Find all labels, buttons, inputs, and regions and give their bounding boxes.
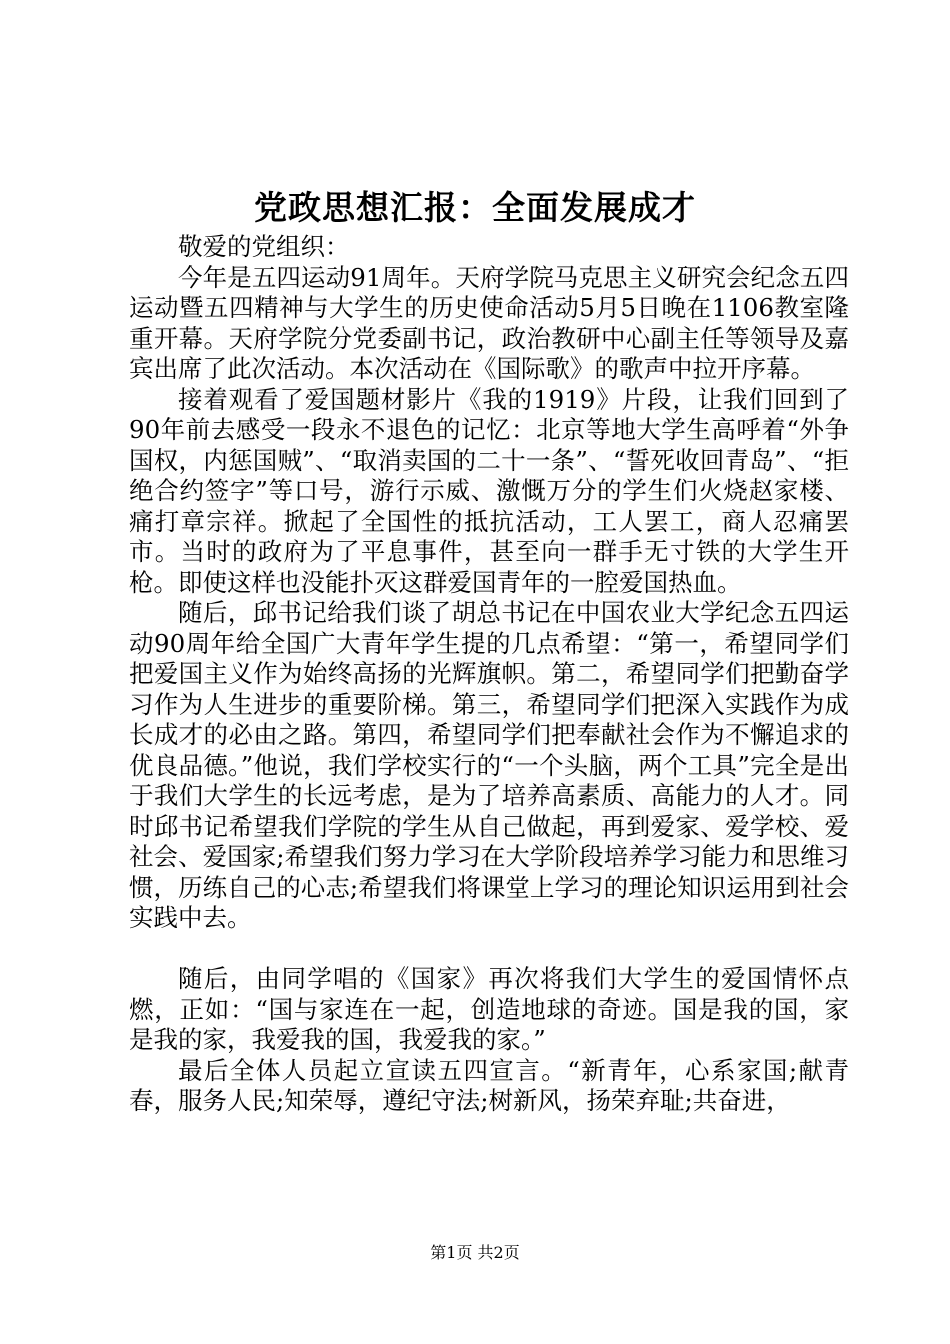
- page-footer: 第1页 共2页: [430, 1243, 520, 1262]
- document-body: [129, 232, 849, 1117]
- salutation: 敬爱的党组织：: [178, 232, 350, 261]
- document-title: 党政思想汇报：全面发展成才: [254, 188, 696, 227]
- paragraph: 今年是五四运动91周年。天府学院马克思主义研究会纪念五四运动暨五四精神与大学生的历史使命活动5月5日晚在1106教室隆重开幕。天府学院分党委副书记，政治教研中心副主任等领导及嘉宾出席了此次活动。本次活动在《国际歌》的歌声中拉开序幕。: [129, 262, 849, 383]
- paragraph: 接着观看了爱国题材影片《我的1919》片段，让我们回到了90年前去感受一段永不退色的记忆：北京等地大学生高呼着“外争国权，内惩国贼”、“取消卖国的二十一条”、“誓死收回青岛”、“拒绝合约签字”等口号，游行示威、激慨万分的学生们火烧赵家楼、痛打章宗祥。掀起了全国性的抵抗活动，工人罢工，商人忍痛罢市。当时的政府为了平息事件，甚至向一群手无寸铁的大学生开枪。即使这样也没能扑灭这群爱国青年的一腔爱国热血。: [129, 384, 849, 597]
- paragraph-spacer: [129, 934, 849, 965]
- paragraph: 随后，由同学唱的《国家》再次将我们大学生的爱国情怀点燃，正如：“国与家连在一起，创造地球的奇迹。国是我的国，家是我的家，我爱我的国，我爱我的家。”: [129, 964, 849, 1054]
- paragraph: 随后，邱书记给我们谈了胡总书记在中国农业大学纪念五四运动90周年给全国广大青年学生提的几点希望：“第一，希望同学们把爱国主义作为始终高扬的光辉旗帜。第二，希望同学们把勤奋学习作为人生进步的重要阶梯。第三，希望同学们把深入实践作为成长成才的必由之路。第四，希望同学们把奉献社会作为不懈追求的优良品德。”他说，我们学校实行的“一个头脑，两个工具”完全是出于我们大学生的长远考虑，是为了培养高素质、高能力的人才。同时邱书记希望我们学院的学生从自己做起，再到爱家、爱学校、爱社会、爱国家;希望我们努力学习在大学阶段培养学习能力和思维习惯，历练自己的心志;希望我们将课堂上学习的理论知识运用到社会实践中去。: [129, 598, 849, 932]
- paragraph: 最后全体人员起立宣读五四宣言。“新青年，心系家国;献青春，服务人民;知荣辱，遵纪守法;树新风，扬荣弃耻;共奋进，: [129, 1055, 849, 1115]
